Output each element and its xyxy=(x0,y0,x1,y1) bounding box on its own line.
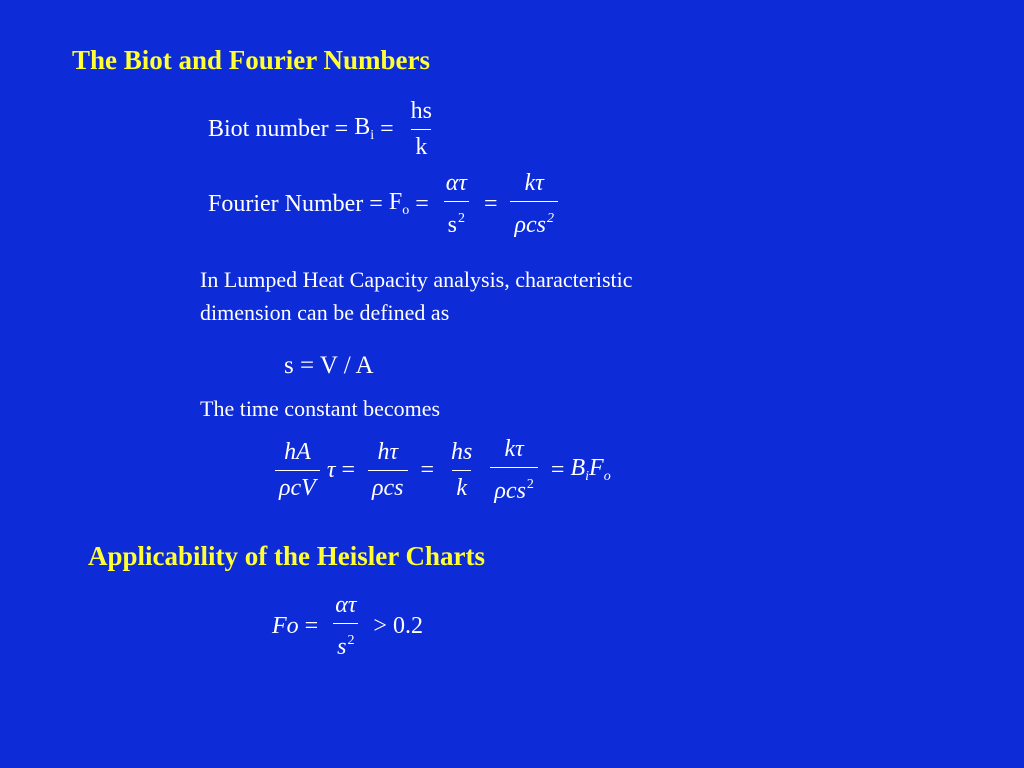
tc-fraction-3 xyxy=(447,437,476,503)
equals-sign: = xyxy=(304,612,319,639)
fourier-fraction-2 xyxy=(510,168,558,240)
equals-sign: = xyxy=(369,190,383,217)
greater-than-sign: > xyxy=(373,612,387,639)
tc-frac3-numerator: hs xyxy=(451,439,473,465)
biot-fraction xyxy=(407,96,436,162)
fourier-frac1-numerator: ατ xyxy=(445,170,467,196)
applicability-equation xyxy=(272,590,423,662)
equals-sign: = xyxy=(341,456,355,483)
time-constant-text: The time constant becomes xyxy=(200,396,441,421)
tc-frac3-denominator: k xyxy=(452,470,471,503)
tc-frac1-numerator: hA xyxy=(284,439,311,465)
tc-frac2-numerator: hτ xyxy=(377,439,399,465)
biot-label: Biot number xyxy=(208,115,329,142)
applicability-denominator: $s^2$ xyxy=(333,623,358,662)
biot-equation xyxy=(208,96,443,162)
applicability-fraction xyxy=(331,590,360,662)
equals-sign: = xyxy=(415,190,429,217)
fourier-frac2-numerator: kτ xyxy=(524,170,544,196)
tc-frac4-numerator: kτ xyxy=(504,436,524,462)
lumped-text-line-1: In Lumped Heat Capacity analysis, characteristic xyxy=(200,267,633,292)
biot-fourier-product: $B_iF_o$ xyxy=(570,455,611,484)
applicability-numerator: ατ xyxy=(335,592,357,618)
biot-symbol: $B_i$ xyxy=(354,114,375,143)
fourier-frac2-denominator: ρcs$^2$ xyxy=(510,201,558,240)
tc-frac4-denominator: ρcs$^2$ xyxy=(490,467,538,506)
biot-denominator: k xyxy=(411,129,431,162)
equals-sign: = xyxy=(334,115,349,142)
tc-fraction-1 xyxy=(275,437,320,503)
fo-symbol: Fo xyxy=(272,612,299,639)
biot-numerator: hs xyxy=(410,98,432,124)
tc-frac1-denominator: ρcV xyxy=(275,470,320,503)
slide-title: The Biot and Fourier Numbers xyxy=(72,45,431,75)
equals-sign: = xyxy=(483,190,498,217)
applicability-heading: Applicability of the Heisler Charts xyxy=(88,541,485,571)
tau-symbol: τ xyxy=(326,456,336,483)
fourier-label: Fourier Number xyxy=(208,190,364,217)
fourier-equation xyxy=(208,168,565,240)
threshold-value: 0.2 xyxy=(392,612,423,639)
fourier-symbol: $F_o$ xyxy=(388,189,410,218)
equals-sign: = xyxy=(380,115,394,142)
lumped-text-line-2: dimension can be defined as xyxy=(200,300,450,325)
tc-frac2-denominator: ρcs xyxy=(368,470,408,503)
fourier-fraction-1 xyxy=(442,168,471,240)
equals-sign: = xyxy=(550,456,565,483)
equals-sign: = xyxy=(420,456,435,483)
fourier-frac1-denominator: $s^2$ xyxy=(444,201,469,240)
characteristic-dimension-equation: s = V / A xyxy=(284,352,374,379)
tc-fraction-4 xyxy=(490,434,538,506)
tc-fraction-2 xyxy=(368,437,408,503)
time-constant-equation xyxy=(268,434,611,506)
